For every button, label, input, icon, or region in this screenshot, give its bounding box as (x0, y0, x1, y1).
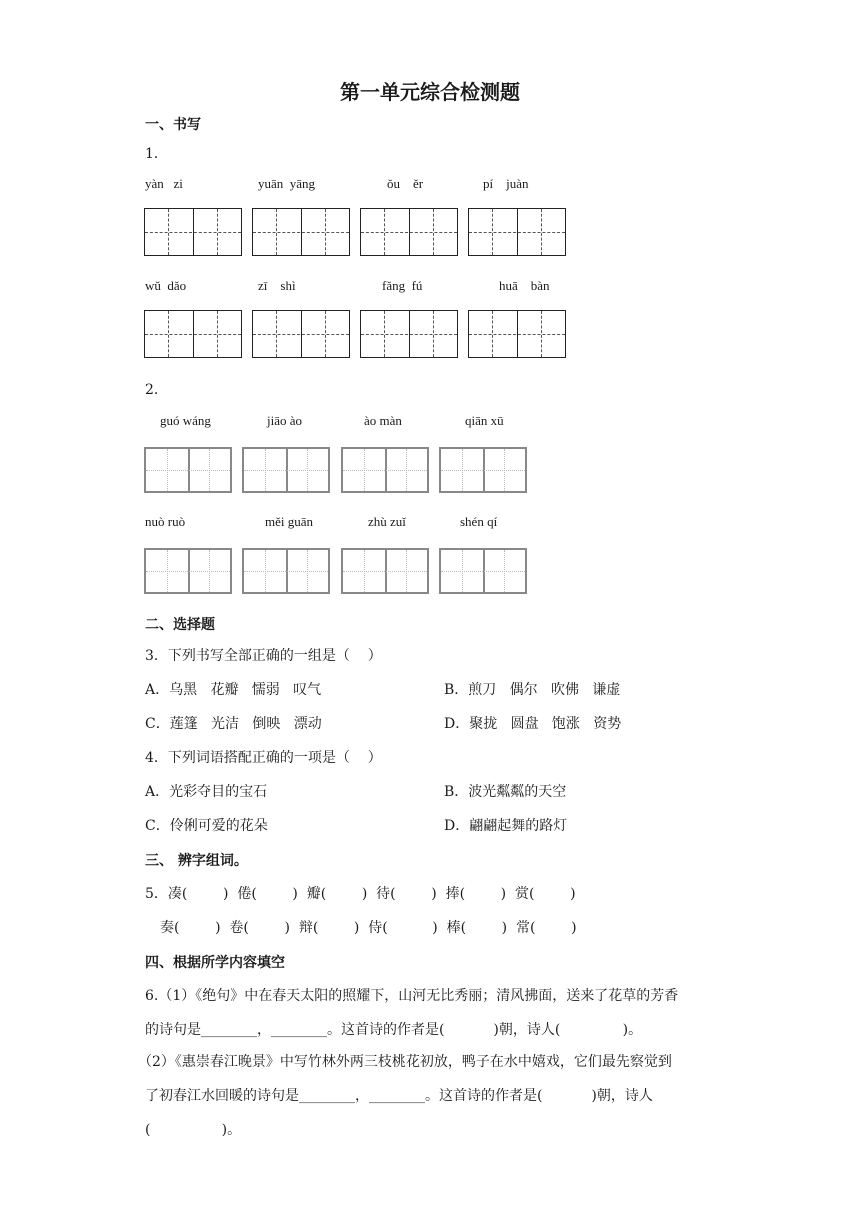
option-a[interactable]: A．乌黑 花瓣 懦弱 叹气 (145, 682, 322, 698)
pinyin-label: yuān yāng (258, 176, 316, 191)
pinyin-label: fǎng fú (382, 278, 423, 293)
writing-grid-box[interactable] (252, 208, 350, 256)
question-number-1: 1． (145, 146, 168, 162)
option-b[interactable]: B．煎刀 偶尔 吹佛 谦虚 (444, 682, 621, 698)
fill-in-line: （2）《惠崇春江晚景》中写竹林外两三枝桃花初放，鸭子在水中嬉戏，它们最先察觉到 (138, 1054, 672, 1070)
writing-grid-box[interactable] (242, 447, 330, 493)
writing-grid-box[interactable] (341, 548, 429, 594)
pinyin-label: ào màn (364, 413, 402, 428)
fill-in-line: 的诗句是________，________。这首诗的作者是( )朝，诗人( )。 (145, 1022, 643, 1038)
question-stem-3: 3．下列书写全部正确的一组是（ ） (145, 648, 382, 664)
writing-grid-box[interactable] (439, 548, 527, 594)
section-heading-word-building: 三、 辨字组词。 (145, 853, 248, 869)
writing-grid-box[interactable] (144, 447, 232, 493)
pinyin-label: qiān xū (465, 413, 504, 428)
word-building-row-1: 5．凑( ) 倦( ) 瓣( ) 待( ) 捧( ) 赏( ) (145, 886, 576, 902)
section-heading-fill-in: 四、根据所学内容填空 (145, 955, 285, 971)
writing-grid-box[interactable] (439, 447, 527, 493)
option-c[interactable]: C．伶俐可爱的花朵 (145, 818, 268, 834)
page-title: 第一单元综合检测题 (340, 80, 520, 104)
writing-grid-box[interactable] (252, 310, 350, 358)
pinyin-label: guó wáng (160, 413, 211, 428)
pinyin-label: měi guān (265, 514, 314, 529)
option-d[interactable]: D．翩翩起舞的路灯 (444, 818, 568, 834)
writing-grid-box[interactable] (360, 208, 458, 256)
writing-grid-box[interactable] (468, 310, 566, 358)
option-b[interactable]: B．波光粼粼的天空 (444, 784, 567, 800)
pinyin-label: wǔ dǎo (145, 278, 187, 293)
option-d[interactable]: D．聚拢 圆盘 饱涨 资势 (444, 716, 622, 732)
pinyin-label: yàn zi (145, 176, 183, 191)
writing-grid-box[interactable] (242, 548, 330, 594)
fill-in-line: 了初春江水回暖的诗句是________，________。这首诗的作者是( )朝，诗人 (145, 1088, 653, 1104)
question-number-2: 2． (145, 382, 168, 398)
writing-grid-box[interactable] (144, 310, 242, 358)
pinyin-label: pí juàn (483, 176, 529, 191)
writing-grid-box[interactable] (468, 208, 566, 256)
option-c[interactable]: C．莲篷 光洁 倒映 漂动 (145, 716, 322, 732)
word-building-row-2: 奏( ) 卷( ) 辩( ) 侍( ) 棒( ) 常( ) (160, 920, 577, 936)
pinyin-label: ǒu ěr (387, 176, 424, 191)
writing-grid-box[interactable] (144, 548, 232, 594)
writing-grid-box[interactable] (360, 310, 458, 358)
fill-in-line: 6.（1）《绝句》中在春天太阳的照耀下，山河无比秀丽；清风拂面，送来了花草的芳香 (145, 988, 679, 1004)
option-a[interactable]: A．光彩夺目的宝石 (145, 784, 268, 800)
section-heading-choice: 二、选择题 (145, 617, 215, 633)
section-heading-writing: 一、书写 (145, 117, 201, 133)
pinyin-label: huā bàn (499, 278, 550, 293)
writing-grid-box[interactable] (341, 447, 429, 493)
question-stem-4: 4．下列词语搭配正确的一项是（ ） (145, 750, 382, 766)
pinyin-label: nuò ruò (145, 514, 186, 529)
pinyin-label: jiāo ào (267, 413, 303, 428)
fill-in-line: ( )。 (145, 1122, 242, 1138)
pinyin-label: zhù zuǐ (368, 514, 406, 529)
pinyin-label: zī shì (258, 278, 296, 293)
pinyin-label: shén qí (460, 514, 498, 529)
writing-grid-box[interactable] (144, 208, 242, 256)
